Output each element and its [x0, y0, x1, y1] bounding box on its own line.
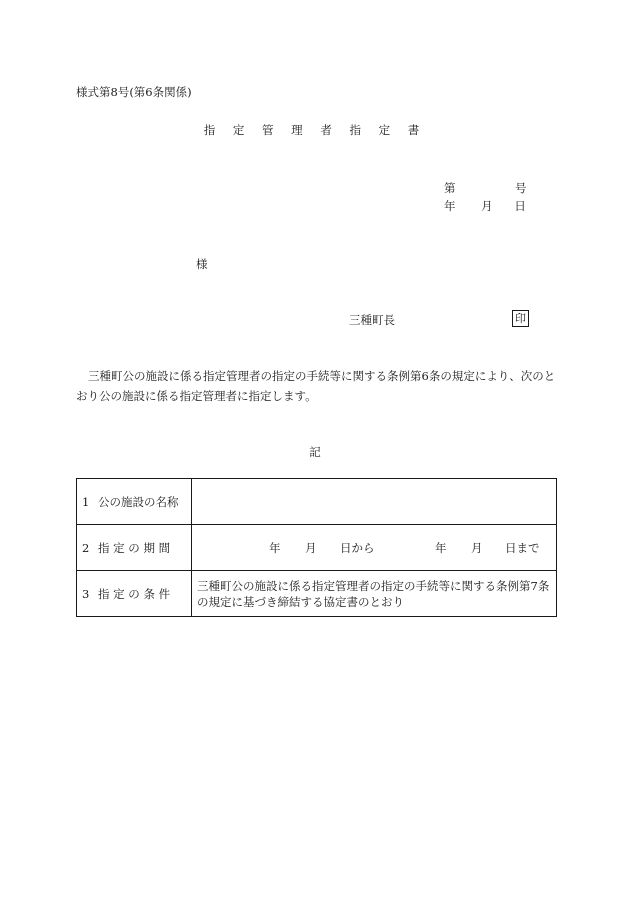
- row-label: [77, 571, 192, 617]
- row-number: 2: [82, 540, 90, 555]
- date-day: 日: [514, 199, 526, 213]
- row-label-text: 指 定 の 期 間: [98, 540, 171, 555]
- document-title: 指 定 管 理 者 指 定 書: [203, 123, 427, 137]
- date-year: 年: [444, 199, 456, 213]
- form-number: 様式第8号(第6条関係): [76, 85, 192, 99]
- conditions-cell: 三種町公の施設に係る指定管理者の指定の手続等に関する条例第7条の規定に基づき締結する協定書のとおり: [192, 571, 557, 617]
- issuer-name: 三種町長: [349, 313, 395, 327]
- row-label-text: 公の施設の名称: [98, 494, 179, 509]
- row-label: [77, 479, 192, 525]
- table-row: [77, 525, 557, 571]
- period-start-month: 月: [305, 541, 317, 555]
- period-end-month: 月: [471, 541, 483, 555]
- row-label-text: 指 定 の 条 件: [98, 586, 171, 601]
- row-label: [77, 525, 192, 571]
- period-start-day: 日から: [340, 541, 375, 555]
- period-cell: [192, 525, 557, 571]
- designation-table: [76, 478, 557, 617]
- row-number: 1: [82, 494, 90, 509]
- row-number: 3: [82, 586, 90, 601]
- date-month: 月: [481, 199, 493, 213]
- period-end-year: 年: [435, 541, 447, 555]
- issue-date: [444, 198, 526, 214]
- document-number: [444, 180, 527, 196]
- period-start-year: 年: [269, 541, 281, 555]
- addressee-suffix: 様: [196, 257, 208, 271]
- table-row: [77, 571, 557, 617]
- period-end-day: 日まで: [505, 541, 540, 555]
- body-text-content: 三種町公の施設に係る指定管理者の指定の手続等に関する条例第6条の規定により、次のとおり公の施設に係る指定管理者に指定します。: [76, 369, 556, 403]
- seal-mark: 印: [512, 310, 529, 327]
- ki-heading: 記: [309, 445, 321, 459]
- facility-name-cell: [192, 479, 557, 525]
- body-text: [76, 366, 556, 406]
- document-number-suffix: 号: [515, 181, 527, 195]
- document-number-prefix: 第: [444, 181, 456, 195]
- table-row: [77, 479, 557, 525]
